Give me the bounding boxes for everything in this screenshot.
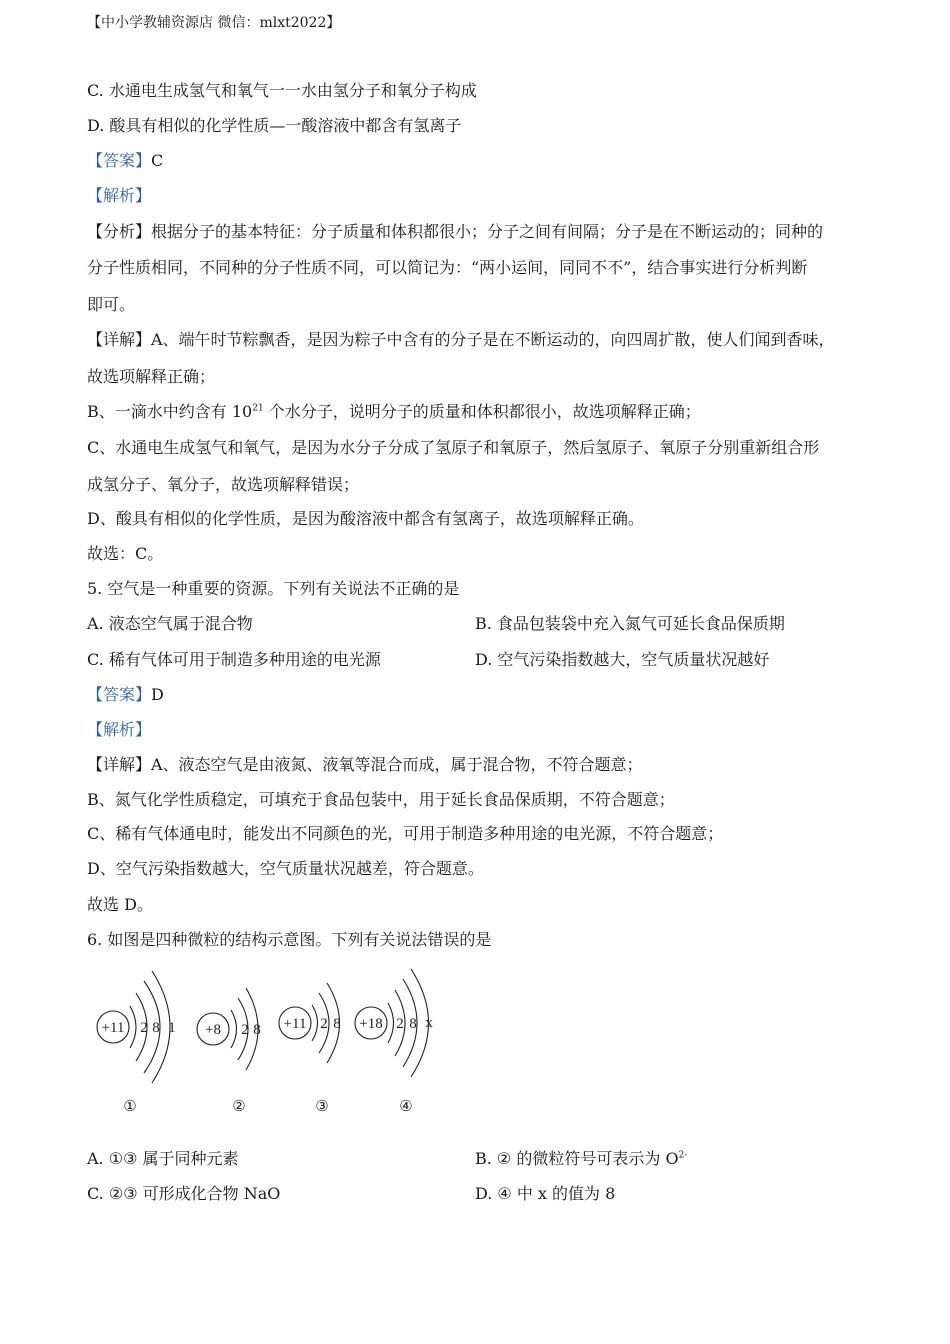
- particle-label: ①: [123, 1099, 137, 1115]
- q5-answer-line: [87, 685, 164, 705]
- q6-stem: 6. 如图是四种微粒的结构示意图。下列有关说法错误的是: [87, 930, 492, 949]
- electron-shell-arc: [130, 1006, 136, 1048]
- q6-option-b: [475, 1149, 687, 1169]
- nucleus-charge: +11: [101, 1020, 125, 1036]
- electron-count: 8: [253, 1022, 261, 1038]
- electron-count: 8: [333, 1016, 341, 1032]
- q4-answer: C: [151, 151, 164, 170]
- q4-answer-line: [87, 151, 163, 171]
- q5-detail-line-2: B、氮气化学性质稳定，可填充于食品包装中，用于延长食品保质期，不符合题意；: [87, 790, 675, 809]
- electron-count: 8: [409, 1016, 417, 1032]
- q6-option-d: D. ④ 中 x 的值为 8: [475, 1184, 616, 1203]
- q4-detail-c-line-1: C、水通电生成氢气和氧气，是因为水分子分成了氢原子和氧原子，然后氢原子、氧原子分别重新组合形: [87, 438, 820, 457]
- watermark-header: 【中小学教辅资源店 微信：mlxt2022】: [87, 15, 341, 31]
- answer-tag: 【答案】: [87, 685, 152, 704]
- q4-detail-b-suffix: 个水分子，说明分子的质量和体积都很小，故选项解释正确；: [263, 402, 701, 421]
- electron-count: x: [425, 1015, 433, 1031]
- electron-count: 2: [320, 1016, 328, 1032]
- q5-stem: 5. 空气是一种重要的资源。下列有关说法不正确的是: [87, 579, 460, 598]
- answer-tag: 【答案】: [87, 151, 152, 170]
- electron-count: 2: [140, 1020, 148, 1036]
- q4-detail-c-line-2: 成氢分子、氧分子，故选项解释错误；: [87, 475, 360, 494]
- q5-answer: D: [151, 685, 164, 704]
- q6-option-a: A. ①③ 属于同种元素: [87, 1149, 239, 1168]
- q5-conclusion: 故选 D。: [87, 895, 153, 914]
- q5-detail-line-3: C、稀有气体通电时，能发出不同颜色的光，可用于制造多种用途的电光源，不符合题意；: [87, 824, 724, 843]
- nucleus-charge: +8: [205, 1022, 221, 1038]
- q5-option-d: D. 空气污染指数越大，空气质量状况越好: [475, 650, 770, 669]
- electron-count: 2: [396, 1016, 404, 1032]
- q5-option-c: C. 稀有气体可用于制造多种用途的电光源: [87, 650, 381, 669]
- electron-count: 2: [241, 1022, 249, 1038]
- q5-option-a: A. 液态空气属于混合物: [87, 614, 253, 633]
- nucleus-charge: +11: [283, 1016, 307, 1032]
- electron-shell-arc: [231, 1010, 237, 1048]
- q4-detail-b-exponent: 21: [252, 403, 264, 414]
- q4-detail-b: [87, 402, 701, 422]
- q4-analysis-line-1: 【分析】根据分子的基本特征：分子质量和体积都很小；分子之间有间隔；分子是在不断运动的；同种的: [87, 222, 824, 241]
- q4-option-c: C. 水通电生成氢气和氧气一一水由氢分子和氧分子构成: [87, 81, 477, 100]
- q4-detail-d: D、酸具有相似的化学性质，是因为酸溶液中都含有氢离子，故选项解释正确。: [87, 509, 644, 528]
- q6-option-c: C. ②③ 可形成化合物 NaO: [87, 1184, 281, 1203]
- q5-detail-line-4: D、空气污染指数越大，空气质量状况越差，符合题意。: [87, 859, 484, 878]
- particle-structure-diagram: [90, 965, 450, 1125]
- particle-label: ④: [399, 1099, 413, 1115]
- q5-option-b: B. 食品包装袋中充入氮气可延长食品保质期: [475, 614, 785, 633]
- particle-label: ②: [232, 1099, 246, 1115]
- q4-analysis-line-3: 即可。: [87, 295, 136, 314]
- q6-option-b-charge: 2-: [678, 1150, 688, 1161]
- q4-conclusion: 故选：C。: [87, 544, 164, 563]
- q4-detail-b-prefix: B、一滴水中约含有 10: [87, 402, 253, 421]
- electron-count: 1: [168, 1020, 176, 1036]
- q4-analysis-line-2: 分子性质相同，不同种的分子性质不同，可以简记为：“两小运间，同同不不”，结合事实进行分析判断: [87, 258, 808, 277]
- q4-analysis-tag: 【解析】: [87, 186, 152, 205]
- nucleus-charge: +18: [359, 1016, 383, 1032]
- q4-detail-line-1: 【详解】A、端午时节粽飘香，是因为粽子中含有的分子是在不断运动的，向四周扩散，使人们闻到香味，: [87, 330, 835, 349]
- q4-detail-line-2: 故选项解释正确；: [87, 367, 216, 386]
- q4-option-d: D. 酸具有相似的化学性质—一酸溶液中都含有氢离子: [87, 116, 462, 135]
- electron-shell-arc: [312, 1005, 318, 1041]
- q5-detail-line-1: 【详解】A、液态空气是由液氮、液氧等混合而成，属于混合物，不符合题意；: [87, 755, 643, 774]
- electron-shell-arc: [388, 1003, 394, 1043]
- electron-count: 8: [152, 1020, 160, 1036]
- q6-option-b-text: B. ② 的微粒符号可表示为 O: [475, 1149, 679, 1168]
- q5-analysis-tag: 【解析】: [87, 720, 152, 739]
- particle-label: ③: [315, 1099, 329, 1115]
